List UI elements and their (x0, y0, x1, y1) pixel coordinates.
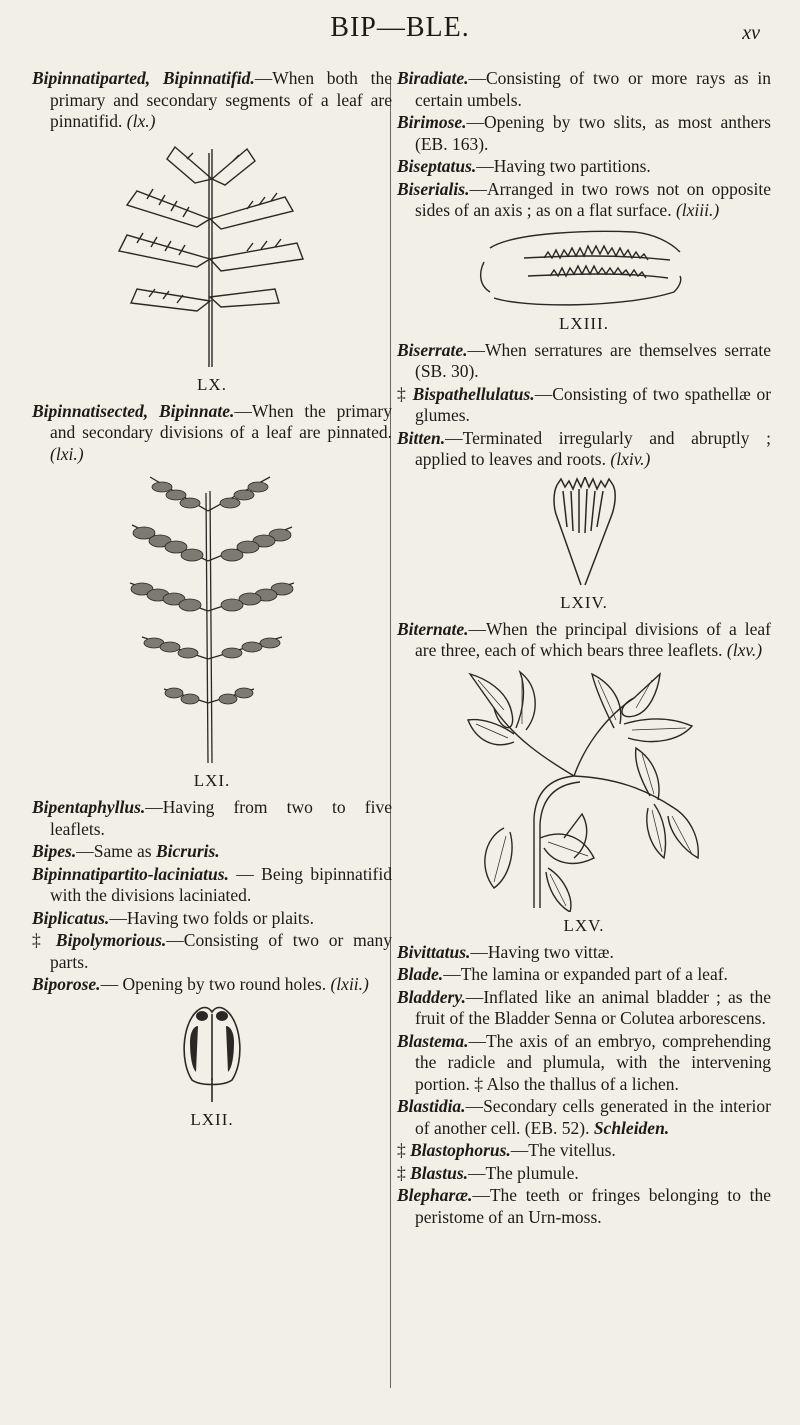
figure-lxiii (397, 228, 771, 334)
entry-term: Bipes. (32, 841, 77, 861)
entry-bipentaphyllus (32, 797, 392, 840)
entry-term: Bitten. (397, 427, 446, 448)
figure-lxv (397, 668, 771, 936)
figure-lxiv (397, 477, 771, 613)
entry-term: Biserrate. (397, 339, 468, 360)
figure-caption: LX. (197, 374, 227, 394)
figure-ref: (lx.) (126, 111, 156, 131)
biporose-anther-illustration (172, 1002, 252, 1106)
figure-lx (32, 139, 392, 395)
entry-bipinnatisected (32, 401, 392, 466)
entry-blepharae (397, 1185, 771, 1228)
entry-text: —Consisting of two or more rays as in certain umbels. (415, 68, 771, 110)
entry-text: —When the primary and secondary divisions of a leaf are pinnated. (50, 400, 392, 442)
entry-term: Bipinnatiparted, Bipinnatifid. (32, 68, 255, 88)
entry-text: — Being bipinnatifid with the divisions laciniated. (50, 863, 392, 905)
entry-bitten (397, 428, 771, 471)
entry-text: —The plumule. (468, 1162, 579, 1183)
entry-term: Biternate. (397, 618, 469, 639)
figure-caption: LXIII. (559, 313, 609, 333)
entry-cross-ref: Bicruris. (155, 841, 220, 861)
entry-term: Biserialis. (397, 178, 470, 199)
entry-biternate (397, 619, 771, 662)
entry-term: Bipentaphyllus. (32, 797, 146, 817)
figure-caption: LXV. (563, 915, 605, 935)
entry-term: Bladdery. (397, 986, 466, 1007)
entry-text: —The teeth or fringes belonging to the peristome of an Urn-moss. (415, 1185, 771, 1227)
entry-term: Birimose. (397, 112, 467, 132)
biserial-surface-illustration (474, 228, 694, 310)
entry-text: —Having two folds or plaits. (109, 907, 314, 928)
figure-lxi (32, 471, 392, 791)
entry-term: Bispathellulatus. (412, 383, 535, 404)
entry-term: Biporose. (32, 974, 101, 994)
entry-text: —The axis of an embryo, comprehending the radicle and plumula, with the intervening portion. ‡ Also the thallus of a lichen. (415, 1030, 771, 1094)
entry-text: —Having two partitions. (476, 156, 651, 176)
obsolete-mark: ‡ (397, 1162, 406, 1183)
page-number: xv (742, 22, 760, 44)
entry-term: Blastophorus. (410, 1140, 511, 1160)
entry-bipes (32, 841, 392, 863)
entry-text: —Arranged in two rows not on opposite sides of an axis ; as on a flat surface. (415, 178, 771, 220)
entry-blastidia (397, 1096, 771, 1139)
entry-text: —Having two vittæ. (470, 941, 614, 962)
entry-bladdery (397, 987, 771, 1030)
entry-bipolymorious (32, 930, 392, 973)
entry-blastus (397, 1163, 771, 1185)
obsolete-mark: ‡ (397, 383, 407, 404)
entry-bivittatus (397, 942, 771, 964)
entry-text: —The lamina or expanded part of a leaf. (443, 964, 728, 984)
running-head: BIP—BLE. (330, 12, 470, 43)
figure-caption: LXII. (190, 1109, 234, 1129)
entry-term: Biseptatus. (397, 156, 477, 176)
entry-term: Bivittatus. (397, 941, 471, 962)
figure-ref: (lxii.) (330, 974, 369, 994)
figure-ref: (lxiii.) (675, 200, 720, 220)
entry-term: Blastema. (397, 1030, 469, 1051)
entry-text: — Opening by two round holes. (100, 974, 327, 994)
entry-text: —The vitellus. (510, 1140, 616, 1160)
entry-term: Blade. (397, 964, 444, 984)
entry-text: —When both the primary and secondary segments of a leaf are pinnatifid. (50, 68, 392, 131)
entry-text: —When the principal divisions of a leaf are three, each of which bears three leaflets. (415, 618, 771, 660)
entry-text: —Consisting of two or many parts. (50, 930, 392, 972)
figure-caption: LXI. (193, 771, 231, 790)
right-column (397, 68, 771, 1229)
entry-text: —Consisting of two spathellæ or glumes. (415, 383, 772, 425)
entry-text: —When serratures are themselves serrate (SB. 30). (415, 339, 771, 381)
figure-ref: (lxi.) (50, 443, 84, 464)
entry-term: Bipolymorious. (55, 930, 167, 950)
entry-text: —Having from two to five leaflets. (50, 797, 392, 839)
entry-biporose (32, 974, 392, 996)
entry-biserrate (397, 340, 771, 383)
obsolete-mark: ‡ (32, 930, 47, 950)
figure-caption: LXIV. (560, 592, 608, 612)
entry-term: Bipinnatisected, Bipinnate. (32, 400, 235, 421)
entry-biradiate (397, 68, 771, 111)
entry-birimose (397, 112, 771, 155)
entry-term: Blepharæ. (397, 1185, 473, 1205)
entry-bipinnatipartito (32, 864, 392, 907)
entry-term: Blastidia. (397, 1096, 466, 1116)
biternate-leaf-illustration (464, 668, 704, 912)
entry-text: —Terminated irregularly and abruptly ; applied to leaves and roots. (415, 427, 771, 469)
figure-ref: (lxv.) (726, 640, 763, 660)
figure-lxii (32, 1002, 392, 1130)
entry-term: Blastus. (410, 1162, 468, 1183)
entry-bipinnatiparted (32, 68, 392, 133)
bipinnate-leaf-illustration (102, 471, 322, 767)
bitten-root-illustration (539, 477, 629, 589)
entry-blastema (397, 1031, 771, 1096)
entry-biseptatus (397, 156, 771, 178)
entry-biserialis (397, 179, 771, 222)
entry-text: —Opening by two slits, as most anthers (EB. 163). (415, 112, 771, 154)
entry-term: Bipinnatipartito-laciniatus. (32, 863, 229, 884)
entry-authority: Schleiden. (593, 1117, 670, 1138)
obsolete-mark: ‡ (397, 1140, 406, 1160)
figure-ref: (lxiv.) (610, 449, 651, 469)
entry-text: —Secondary cells generated in the interior of another cell. (EB. 52). (415, 1096, 771, 1138)
entry-term: Biplicatus. (32, 907, 110, 928)
left-column (32, 68, 392, 1136)
bipinnatifid-leaf-illustration (97, 139, 327, 371)
entry-text: —Same as (76, 841, 156, 861)
entry-biplicatus (32, 908, 392, 930)
entry-bispathellulatus (397, 384, 771, 427)
entry-blade (397, 964, 771, 986)
entry-text: —Inflated like an animal bladder ; as the fruit of the Bladder Senna or Colutea arborescens. (415, 986, 771, 1028)
entry-blastophorus (397, 1140, 771, 1162)
entry-term: Biradiate. (397, 68, 469, 88)
